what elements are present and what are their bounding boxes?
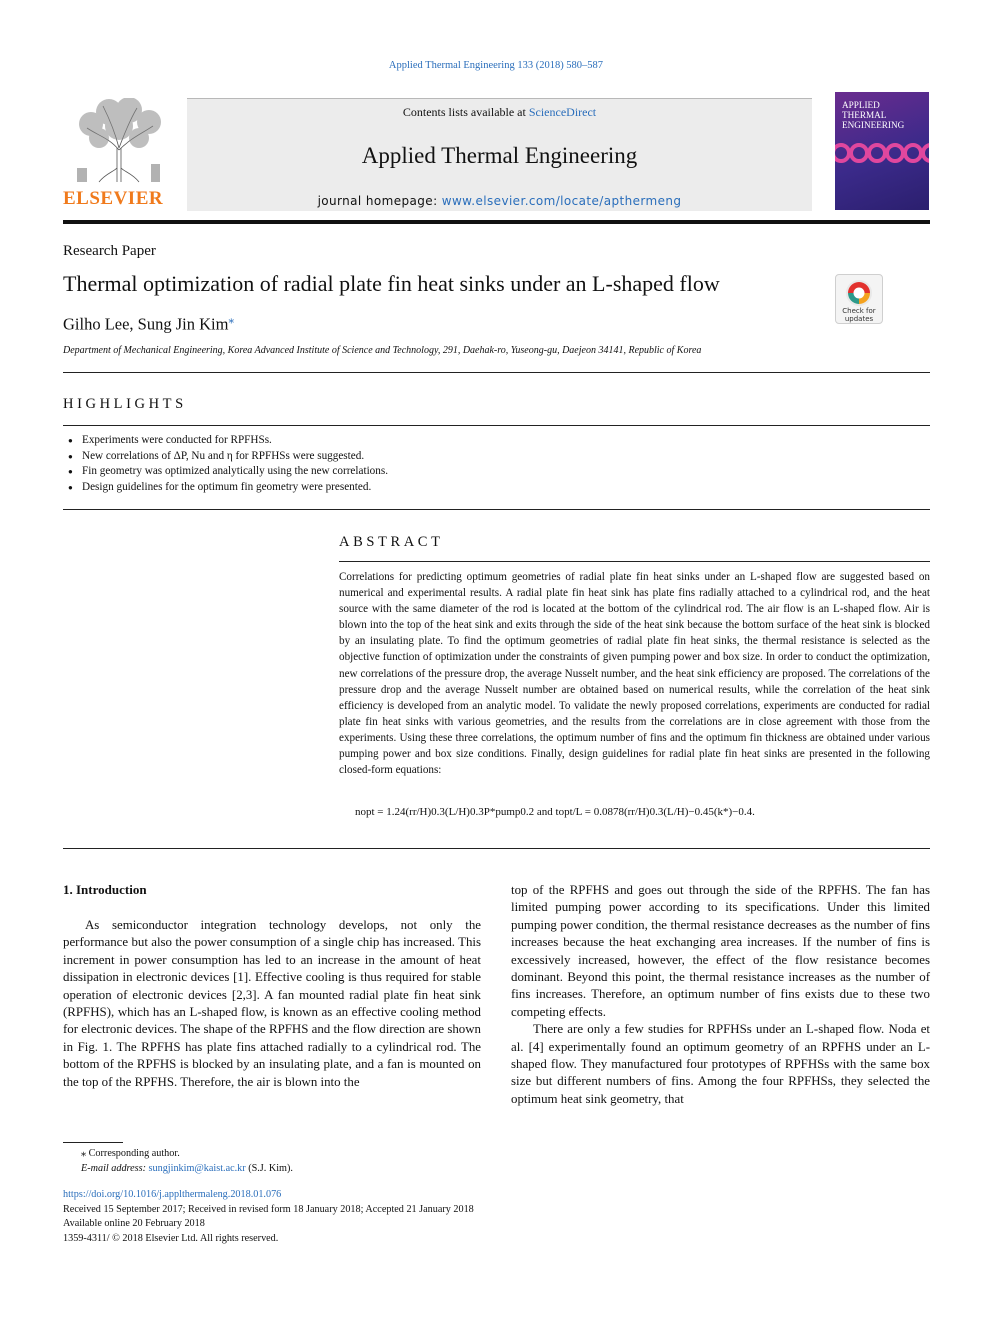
crossmark-label xyxy=(836,307,882,323)
doi-link[interactable]: https://doi.org/10.1016/j.applthermaleng.2018.01.076 xyxy=(63,1189,282,1200)
email-note xyxy=(63,1161,293,1176)
contents-prefix: Contents lists available at xyxy=(402,105,526,119)
received-dates: Received 15 September 2017; Received in revised form 18 January 2018; Accepted 21 January 2018 xyxy=(63,1203,474,1215)
highlight-item: ● Experiments were conducted for RPFHSs. xyxy=(68,433,928,449)
highlight-item: ● Design guidelines for the optimum fin geometry were presented. xyxy=(68,480,928,496)
cover-title-line: ENGINEERING xyxy=(842,120,905,130)
introduction-heading: 1. Introduction xyxy=(63,882,147,897)
abstract-heading: ABSTRACT xyxy=(339,534,444,550)
author-affiliation: Department of Mechanical Engineering, Korea Advanced Institute of Science and Technology, 291, Daehak-ro, Yuseong-gu, Daejeon 34141, Republic of Korea xyxy=(63,345,702,356)
article-title: Thermal optimization of radial plate fin heat sinks under an L-shaped flow xyxy=(63,271,720,296)
masthead-banner xyxy=(187,98,812,211)
introduction-paragraph-continued: top of the RPFHS and goes out through the side of the RPFHS. The fan has limited pumping power according to its specifications. Under this limited pumping power condition, the thermal resistance decreases as the number of fins increases because the heat exchanging area increases. If the number of fins is excessively increased, however, the effect of the flow resistance becomes dominant. Beyond this point, the thermal resistance increases as the number of fins increases. Therefore, an optimum number of fins exists due to these two competing effects. xyxy=(511,883,930,1019)
footnote xyxy=(63,1146,293,1176)
abstract-body: Correlations for predicting optimum geometries of radial plate fin heat sinks under an L-shaped flow are suggested based on numerical and experimental results. A radial plate fin heat sink has plate fins radially attached to a cylindrical rod, and the heat source with the same diameter of the rod is located at the bottom of the cylindrical rod. The air flow is an L-shaped flow. Air is blown into the top of the heat sink and exits through the side of the heat sink because the bottom surface of the heat sink is blocked by an insulating plate. To find the optimum geometries of radial plate fin heat sinks, the thermal resistance is selected as the objective function of optimization under the constraints of given pumping power and box size. In order to conduct the optimization, new correlations of the pressure drop, the average Nusselt number, and the heat sink efficiency are proposed. The correlations of the pressure drop and the average Nusselt number are obtained based on numerical results, while the correlation of the heat sink efficiency is developed from an analytic model. To validate the newly proposed correlations, experiments are conducted for radial plate fin heat sinks with various geometries, and the results from the correlations are in close agreement with those from the experiments. Using these three correlations, the optimum number of fins and the optimum fin thickness are obtained under various pumping power and box size conditions. Finally, design guidelines for radial plate fin heat sinks are presented in the following closed-form equations: xyxy=(339,571,930,777)
homepage-prefix: journal homepage: xyxy=(317,194,438,208)
highlight-item: ● Fin geometry was optimized analytically using the new correlations. xyxy=(68,464,928,480)
author-email-link[interactable]: sungjinkim@kaist.ac.kr xyxy=(148,1163,246,1174)
cover-title-line: THERMAL xyxy=(842,110,887,120)
email-label: E-mail address: xyxy=(81,1163,146,1174)
copyright-notice: 1359-4311/ © 2018 Elsevier Ltd. All rights reserved. xyxy=(63,1232,279,1244)
abstract-divider xyxy=(339,561,930,562)
authors-names: Gilho Lee, Sung Jin Kim xyxy=(63,314,229,334)
article-type: Research Paper xyxy=(63,243,156,259)
contents-line xyxy=(187,105,812,120)
author-list xyxy=(63,313,234,335)
footnote-mark: ⁎ xyxy=(81,1148,87,1159)
journal-reference-link[interactable]: Applied Thermal Engineering 133 (2018) 580–587 xyxy=(388,60,604,71)
masthead-divider xyxy=(63,220,930,224)
abstract-equation: nopt = 1.24(rr/H)0.3(L/H)0.3P*pump0.2 and topt/L = 0.0878(rr/H)0.3(L/H)−0.45(k*)−0.4. xyxy=(355,806,755,818)
crossmark-label-line: updates xyxy=(844,315,874,323)
corresponding-author-mark[interactable]: ⁎ xyxy=(228,314,234,326)
sciencedirect-link[interactable]: ScienceDirect xyxy=(528,105,597,119)
section-divider xyxy=(63,425,930,426)
journal-masthead xyxy=(63,92,930,222)
cover-title-line: APPLIED xyxy=(842,100,880,110)
section-divider xyxy=(63,372,930,373)
introduction-paragraph: There are only a few studies for RPFHSs under an L-shaped flow. Noda et al. [4] experimentally found an optimum geometry of an RPFHS under an L-shaped flow. They manufactured four prototypes of RPFHSs with the same box size but different numbers of fins. Among the four RPFHSs, they selected the optimum heat sink geometry, that xyxy=(511,1022,930,1106)
available-online-date: Available online 20 February 2018 xyxy=(63,1218,205,1229)
introduction-left-column xyxy=(63,917,481,1091)
highlights-list xyxy=(68,433,928,495)
journal-cover-thumbnail[interactable] xyxy=(835,92,929,210)
corresponding-author-text: Corresponding author. xyxy=(88,1148,180,1159)
elsevier-tree-icon xyxy=(69,98,169,184)
cover-title xyxy=(842,100,904,130)
crossmark-icon xyxy=(845,279,873,307)
journal-homepage-link[interactable]: www.elsevier.com/locate/apthermeng xyxy=(441,194,682,208)
introduction-paragraph: As semiconductor integration technology develops, not only the performance but also the power consumption of a single chip has increased. This increment in power consumption has led to an increase in the amount of heat dissipation in electronic devices [1]. Effective cooling is thus required for stable operation of electronic devices [2,3]. A fan mounted radial plate fin heat sink (RPFHS), which has an L-shaped flow, is known as an effective cooling method for electronic devices. The shape of the RPFHS and the flow direction are shown in Fig. 1. The RPFHS has plate fins attached radially to a cylindrical rod. The bottom of the RPFHS is blocked by an insulating plate, and a fan is mounted on the top of the RPFHS. Therefore, the air is blown into the xyxy=(63,918,481,1089)
article-info xyxy=(63,1188,474,1246)
email-suffix: (S.J. Kim). xyxy=(248,1163,293,1174)
corresponding-author-note xyxy=(63,1146,293,1161)
journal-title: Applied Thermal Engineering xyxy=(361,143,638,168)
highlights-heading: HIGHLIGHTS xyxy=(63,396,187,412)
elsevier-logo[interactable] xyxy=(63,92,183,210)
footnote-divider xyxy=(63,1142,123,1143)
elsevier-wordmark: ELSEVIER xyxy=(63,188,164,209)
section-divider xyxy=(63,848,930,849)
section-divider xyxy=(63,509,930,510)
introduction-right-column xyxy=(511,882,930,1108)
cover-pattern-graphic xyxy=(835,140,929,166)
crossmark-label-line: Check for xyxy=(842,307,876,315)
homepage-line xyxy=(187,194,812,208)
highlight-item: ● New correlations of ΔP, Nu and η for RPFHSs were suggested. xyxy=(68,449,928,465)
check-for-updates-button[interactable] xyxy=(835,274,883,324)
